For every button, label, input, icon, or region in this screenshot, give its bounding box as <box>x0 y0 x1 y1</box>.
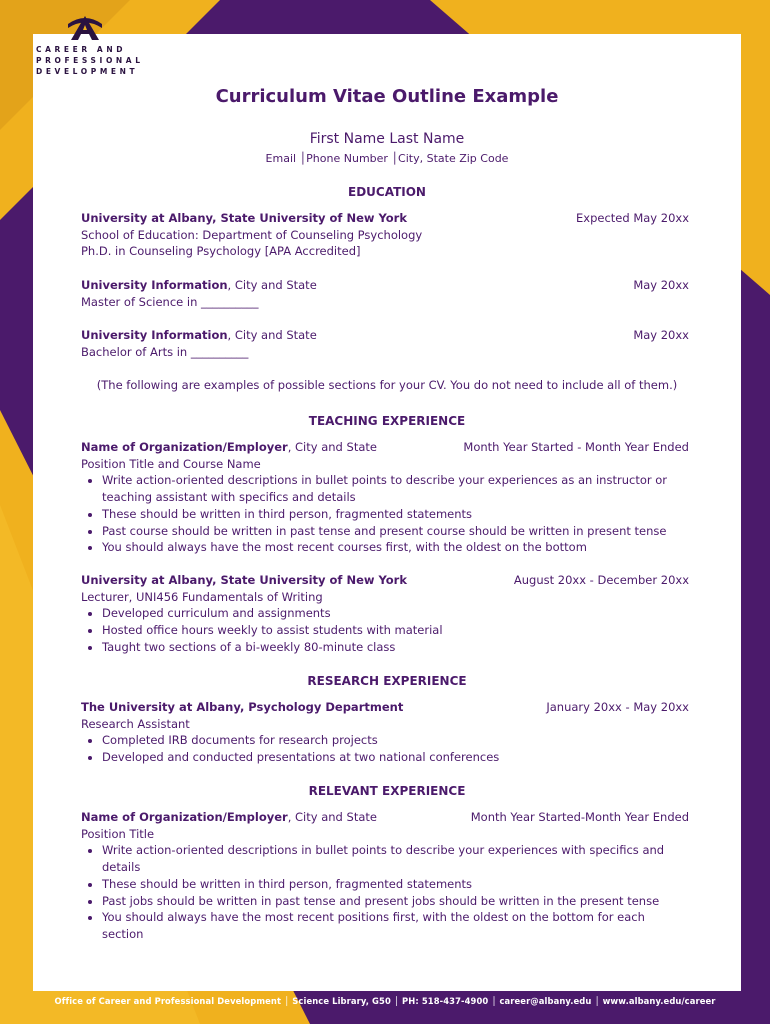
entry-line: Bachelor of Arts in __________ <box>81 344 249 359</box>
entry-location: , City and State <box>227 328 317 342</box>
entry-org: University Information <box>81 328 228 342</box>
logo-line: PROFESSIONAL <box>36 56 144 65</box>
education-heading: EDUCATION <box>348 185 426 199</box>
teaching-entry <box>81 439 689 556</box>
applicant-name: First Name Last Name <box>309 131 465 147</box>
career-development-logo <box>30 14 144 77</box>
education-entry <box>81 327 689 360</box>
entry-line: Ph.D. in Counseling Psychology [APA Accredited] <box>81 244 361 259</box>
teaching-heading: TEACHING EXPERIENCE <box>308 414 466 428</box>
entry-position: Position Title <box>81 826 155 841</box>
entry-date: August 20xx - December 20xx <box>513 573 689 587</box>
sections-note: (The following are examples of possible sections for your CV. You do not need to include all of them.) <box>96 378 678 392</box>
list-item: • Developed curriculum and assignments <box>102 605 689 622</box>
teaching-entry <box>81 572 689 656</box>
entry-org: Name of Organization/Employer <box>81 810 288 824</box>
list-item: • Taught two sections of a bi-weekly 80-minute class <box>102 639 689 656</box>
research-heading: RESEARCH EXPERIENCE <box>307 674 467 688</box>
education-entry <box>81 210 689 260</box>
entry-org: University at Albany, State University of New York <box>81 573 407 587</box>
entry-date: Expected May 20xx <box>576 211 689 225</box>
relevant-entry <box>81 809 689 943</box>
entry-line: School of Education: Department of Counseling Psychology <box>81 227 423 242</box>
entry-org: University Information <box>81 278 228 292</box>
entry-location: , City and State <box>287 440 377 454</box>
list-item: • You should always have the most recent courses first, with the oldest on the bottom <box>102 539 689 556</box>
entry-location: , City and State <box>287 810 377 824</box>
list-item: • Write action-oriented descriptions in bullet points to describe your experiences as an instructor or teaching assistant with specifics and details <box>102 472 689 505</box>
entry-org: University at Albany, State University of New York <box>81 211 407 225</box>
list-item: • Hosted office hours weekly to assist students with material <box>102 622 689 639</box>
entry-location: , City and State <box>227 278 317 292</box>
entry-position: Research Assistant <box>81 716 190 731</box>
albany-logo-icon <box>65 14 105 42</box>
list-item: • These should be written in third person, fragmented statements <box>102 506 689 523</box>
education-entry <box>81 277 689 310</box>
footer-contact: Office of Career and Professional Development │ Science Library, G50 │ PH: 518-437-4900 │ career@albany.edu │ www.albany.edu/career <box>54 996 716 1006</box>
page-title: Curriculum Vitae Outline Example <box>215 86 559 107</box>
entry-date: May 20xx <box>633 278 689 292</box>
entry-date: Month Year Started - Month Year Ended <box>463 440 689 454</box>
entry-line: Master of Science in __________ <box>81 294 259 309</box>
bullet-list <box>81 842 689 942</box>
entry-org: Name of Organization/Employer <box>81 440 288 454</box>
list-item: • Completed IRB documents for research projects <box>102 732 689 749</box>
document-page <box>33 34 741 991</box>
entry-org: The University at Albany, Psychology Department <box>81 700 404 714</box>
list-item: • Past jobs should be written in past tense and present jobs should be written in the present tense <box>102 893 689 910</box>
bullet-list <box>81 732 689 765</box>
entry-position: Position Title and Course Name <box>81 456 261 471</box>
logo-line: CAREER AND <box>36 45 127 54</box>
entry-date: Month Year Started-Month Year Ended <box>470 810 689 824</box>
list-item: • These should be written in third person, fragmented statements <box>102 876 689 893</box>
entry-date: May 20xx <box>633 328 689 342</box>
bullet-list <box>81 605 689 655</box>
logo-line: DEVELOPMENT <box>36 67 139 76</box>
research-entry <box>81 699 689 766</box>
entry-position: Lecturer, UNI456 Fundamentals of Writing <box>81 589 323 604</box>
list-item: • Developed and conducted presentations at two national conferences <box>102 749 689 766</box>
entry-date: January 20xx - May 20xx <box>546 700 689 714</box>
list-item: • Write action-oriented descriptions in bullet points to describe your experiences with specifics and details <box>102 842 689 875</box>
list-item: • Past course should be written in past tense and present course should be written in present tense <box>102 523 689 540</box>
bullet-list <box>81 472 689 556</box>
contact-line: Email │Phone Number │City, State Zip Code <box>265 152 509 165</box>
relevant-heading: RELEVANT EXPERIENCE <box>308 784 466 798</box>
list-item: • You should always have the most recent positions first, with the oldest on the bottom for each section <box>102 909 689 942</box>
